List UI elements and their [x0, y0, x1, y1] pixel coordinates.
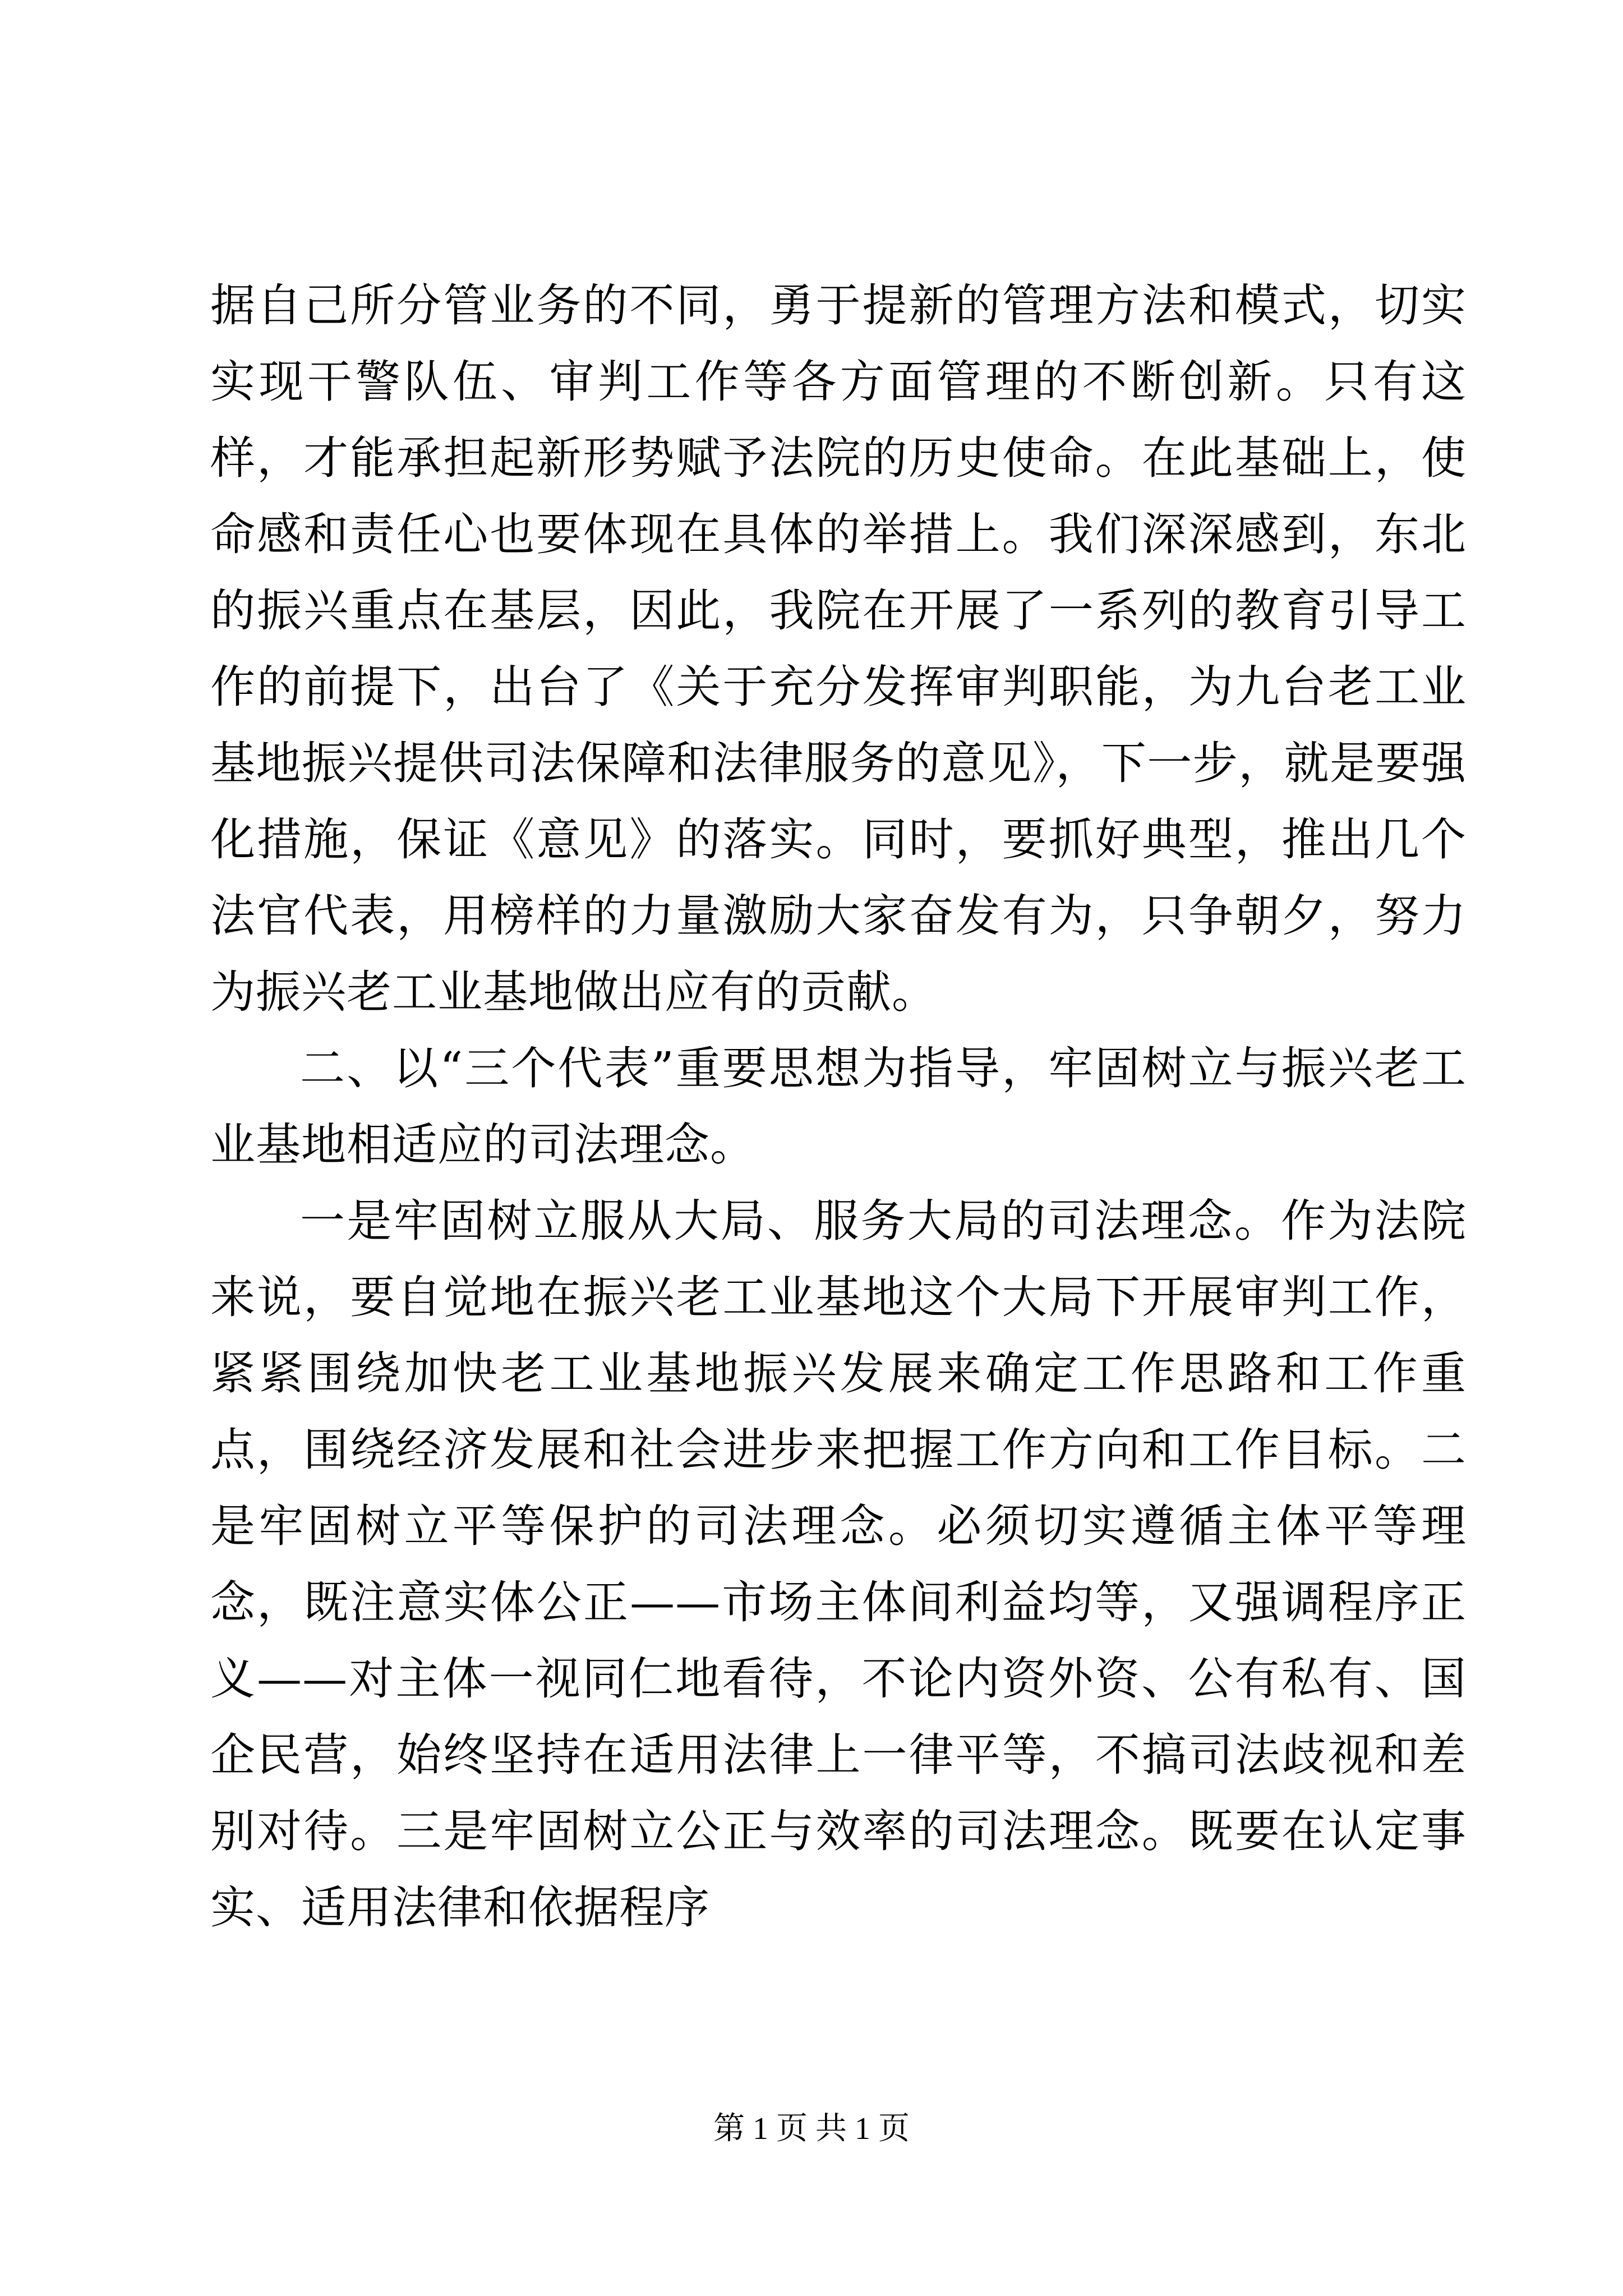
- page-footer: 第 1 页 共 1 页: [713, 2111, 910, 2146]
- paragraph-3: 一是牢固树立服从大局、服务大局的司法理念。作为法院来说，要自觉地在振兴老工业基地这个大局下开展审判工作，紧紧围绕加快老工业基地振兴发展来确定工作思路和工作重点，围绕经济发展和社会进步来把握工作方向和工作目标。二是牢固树立平等保护的司法理念。必须切实遵循主体平等理念，既注意实体公正——市场主体间利益均等，又强调程序正义——对主体一视同仁地看待，不论内资外资、公有私有、国企民营，始终坚持在适用法律上一律平等，不搞司法歧视和差别对待。三是牢固树立公正与效率的司法理念。既要在认定事实、适用法律和依据程序: [210, 1195, 1467, 1934]
- document-body: [210, 268, 1467, 1946]
- paragraph-2-heading: 二、以“三个代表”重要思想为指导，牢固树立与振兴老工业基地相适应的司法理念。: [210, 1042, 1467, 1171]
- paragraph-1: 据自己所分管业务的不同，勇于提新的管理方法和模式，切实实现干警队伍、审判工作等各方面管理的不断创新。只有这样，才能承担起新形势赋予法院的历史使命。在此基础上，使命感和责任心也要体现在具体的举措上。我们深深感到，东北的振兴重点在基层，因此，我院在开展了一系列的教育引导工作的前提下，出台了《关于充分发挥审判职能，为九台老工业基地振兴提供司法保障和法律服务的意见》，下一步，就是要强化措施，保证《意见》的落实。同时，要抓好典型，推出几个法官代表，用榜样的力量激励大家奋发有为，只争朝夕，努力为振兴老工业基地做出应有的贡献。: [210, 279, 1467, 1018]
